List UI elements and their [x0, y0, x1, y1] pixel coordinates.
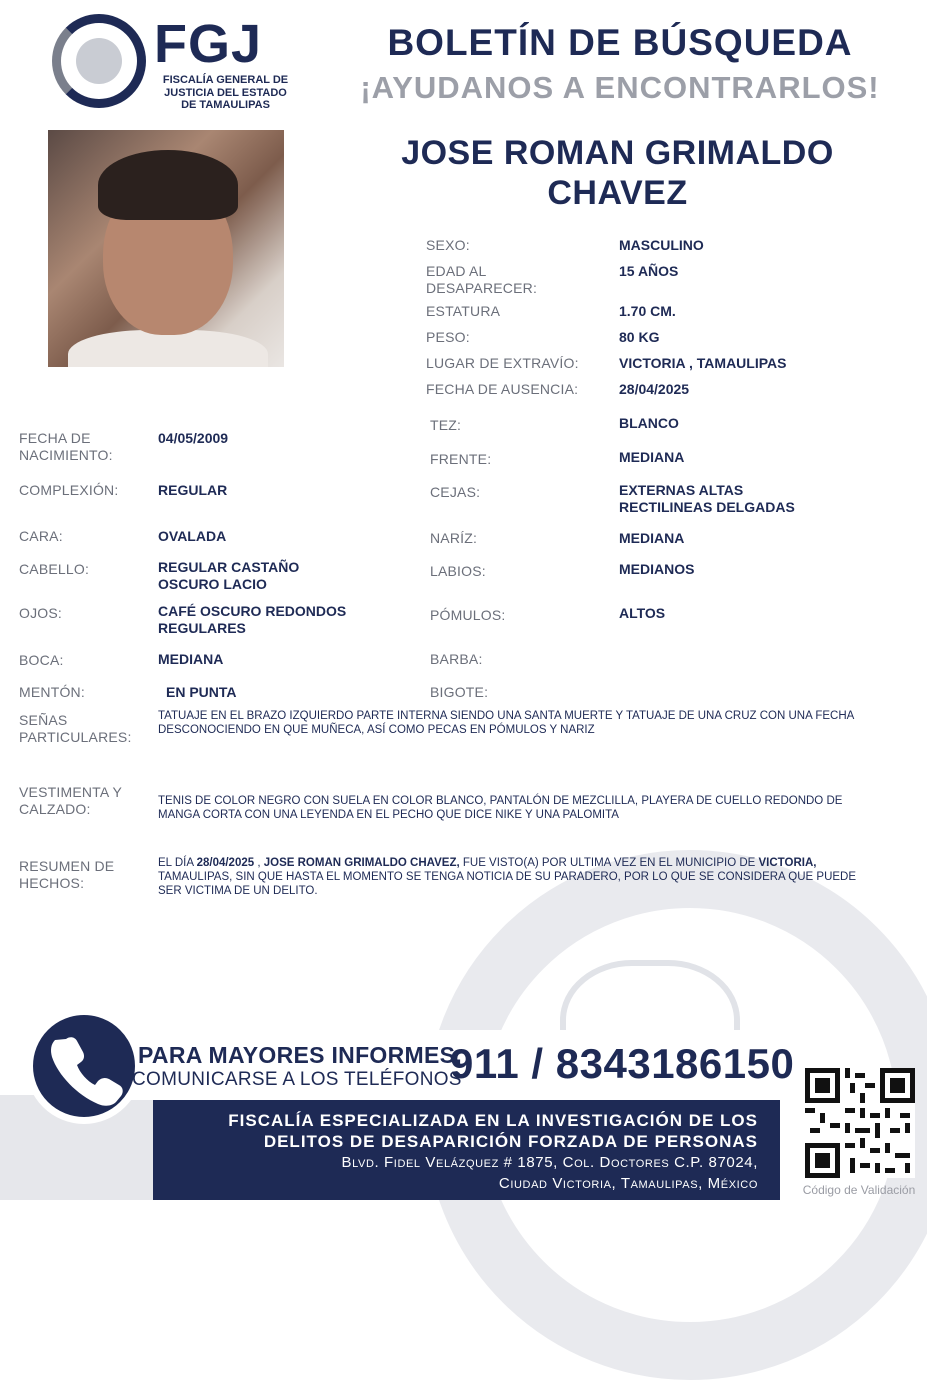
qr-code-icon[interactable]	[805, 1068, 915, 1178]
label-boca: BOCA:	[19, 652, 64, 668]
resumen-date: 28/04/2025	[196, 857, 255, 869]
label-barba: BARBA:	[430, 651, 483, 667]
resumen-text-3: FUE VISTO(A) POR ULTIMA VEZ EN EL MUNICIPIO DE	[459, 857, 759, 869]
label-tez: TEZ:	[430, 417, 462, 433]
value-ojos: CAFÉ OSCURO REDONDOS REGULARES	[158, 603, 347, 636]
value-sexo: MASCULINO	[619, 237, 704, 253]
label-estatura: ESTATURA	[426, 303, 501, 319]
photo-hair	[98, 150, 238, 220]
value-menton: EN PUNTA	[166, 684, 237, 700]
person-name-line2: CHAVEZ	[547, 174, 688, 212]
label-bigote: BIGOTE:	[430, 684, 489, 700]
person-name	[330, 133, 905, 213]
value-cejas: EXTERNAS ALTAS RECTILINEAS DELGADAS	[619, 482, 795, 515]
bulletin-title: BOLETÍN DE BÚSQUEDA	[387, 22, 853, 63]
resumen-text-4: TAMAULIPAS, SIN QUE HASTA EL MOMENTO SE TENGA NOTICIA DE SU PARADERO, POR LO QUE SE CONSIDERA QUE PUEDE SER VICTIMA DE UN DELITO.	[158, 871, 857, 897]
label-resumen: RESUMEN DE HECHOS:	[19, 858, 115, 891]
label-peso: PESO:	[426, 329, 470, 345]
label-senas: SEÑAS PARTICULARES:	[19, 712, 132, 745]
value-complexion: REGULAR	[158, 482, 228, 498]
value-resumen	[158, 856, 873, 898]
label-fecha-nacimiento: FECHA DE NACIMIENTO:	[19, 430, 113, 463]
value-lugar: VICTORIA , TAMAULIPAS	[619, 355, 787, 371]
photo-shirt	[68, 330, 268, 367]
value-edad: 15 AÑOS	[619, 263, 679, 279]
fiscalia-line2: DELITOS DE DESAPARICIÓN FORZADA DE PERSONAS	[263, 1132, 758, 1151]
fiscalia-name	[160, 1110, 758, 1152]
label-fecha-ausencia: FECHA DE AUSENCIA:	[426, 381, 579, 397]
comunicarse-text: COMUNICARSE A LOS TELÉFONOS	[132, 1069, 462, 1090]
missing-person-photo	[48, 130, 284, 367]
value-peso: 80 KG	[619, 329, 660, 345]
phone-icon	[26, 1008, 142, 1124]
value-boca: MEDIANA	[158, 651, 224, 667]
value-labios: MEDIANOS	[619, 561, 695, 577]
fiscalia-line1: FISCALÍA ESPECIALIZADA EN LA INVESTIGACIÓN DE LOS	[228, 1111, 758, 1130]
label-frente: FRENTE:	[430, 451, 492, 467]
label-cabello: CABELLO:	[19, 561, 90, 577]
label-menton: MENTÓN:	[19, 684, 85, 700]
label-sexo: SEXO:	[426, 237, 470, 253]
resumen-text-1: EL DÍA	[158, 857, 197, 869]
value-estatura: 1.70 CM.	[619, 303, 676, 319]
label-lugar: LUGAR DE EXTRAVÍO:	[426, 355, 579, 371]
phone-numbers[interactable]: 911 / 8343186150	[450, 1040, 795, 1087]
value-frente: MEDIANA	[619, 449, 685, 465]
value-fecha-ausencia: 28/04/2025	[619, 381, 690, 397]
label-pomulos: PÓMULOS:	[430, 607, 506, 623]
value-cara: OVALADA	[158, 528, 227, 544]
address-line1: Blvd. Fidel Velázquez # 1875, Col. Doctores C.P. 87024,	[341, 1154, 758, 1171]
bulletin-subtitle: ¡AYUDANOS A ENCONTRARLOS!	[360, 70, 880, 105]
label-vestimenta: VESTIMENTA Y CALZADO:	[19, 784, 122, 817]
qr-caption: Código de Validación	[802, 1183, 916, 1197]
fiscalia-address	[160, 1152, 758, 1194]
logo-text: FGJ	[154, 14, 263, 74]
person-name-line1: JOSE ROMAN GRIMALDO	[401, 134, 834, 172]
label-complexion: COMPLEXIÓN:	[19, 482, 119, 498]
label-labios: LABIOS:	[430, 563, 486, 579]
resumen-text-2: ,	[254, 857, 264, 869]
label-edad: EDAD AL DESAPARECER:	[426, 263, 538, 296]
address-line2: Ciudad Victoria, Tamaulipas, México	[498, 1175, 758, 1192]
tamaulipas-seal-icon	[76, 38, 122, 84]
logo-subtitle: FISCALÍA GENERAL DE JUSTICIA DEL ESTADO DE TAMAULIPAS	[162, 74, 289, 111]
label-nariz: NARÍZ:	[430, 530, 478, 546]
value-nariz: MEDIANA	[619, 530, 685, 546]
label-cara: CARA:	[19, 528, 63, 544]
label-ojos: OJOS:	[19, 605, 63, 621]
value-fecha-nacimiento: 04/05/2009	[158, 430, 229, 446]
value-cabello: REGULAR CASTAÑO OSCURO LACIO	[158, 559, 300, 592]
label-cejas: CEJAS:	[430, 484, 481, 500]
value-pomulos: ALTOS	[619, 605, 666, 621]
value-tez: BLANCO	[619, 415, 679, 431]
value-senas: TATUAJE EN EL BRAZO IZQUIERDO PARTE INTERNA SIENDO UNA SANTA MUERTE Y TATUAJE DE UNA CRUZ CON UNA FECHA DESCONOCIENDO EN QUE MUÑECA, ASÍ COMO PECAS EN PÓMULOS Y NARIZ	[158, 710, 854, 736]
resumen-name: JOSE ROMAN GRIMALDO CHAVEZ,	[263, 857, 460, 869]
value-vestimenta: TENIS DE COLOR NEGRO CON SUELA EN COLOR BLANCO, PANTALÓN DE MEZCLILLA, PLAYERA DE CUELLO REDONDO DE MANGA CORTA CON UNA LEYENDA EN EL PECHO QUE DICE NIKE Y UNA PALOMITA	[158, 795, 843, 821]
resumen-city: VICTORIA,	[758, 857, 817, 869]
informes-text: PARA MAYORES INFORMES,	[138, 1042, 462, 1068]
